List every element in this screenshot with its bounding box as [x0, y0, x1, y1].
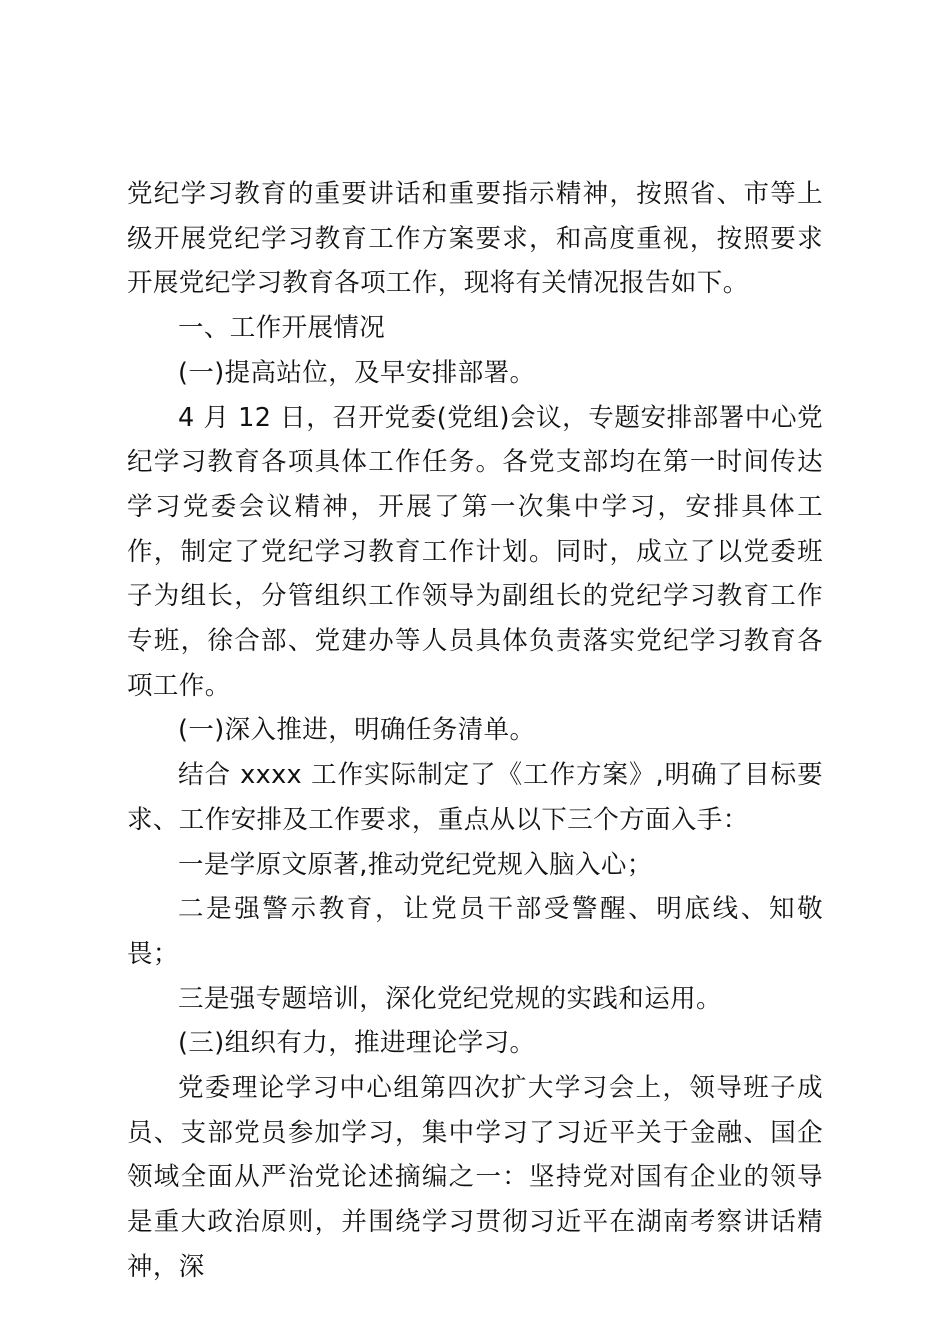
section-heading-work-progress: 一、工作开展情况 [178, 313, 386, 344]
paragraph-study-session: 党委理论学习中心组第四次扩大学习会上，领导班子成员、支部党员参加学习，集中学习了习近平关于金融、国企领域全面从严治党论述摘编之一：坚持党对国有企业的领导是重大政治原则，并围绕学习贯彻习近平在湖南考察讲话精神，深 [127, 1073, 823, 1282]
subheading-task-list: (一)深入推进，明确任务清单。 [178, 715, 536, 746]
list-item-study-originals: 一是学原文原著,推动党纪党规入脑入心； [178, 849, 653, 880]
subheading-theory-study: (三)组织有力，推进理论学习。 [178, 1028, 536, 1059]
list-item-special-training: 三是强专题培训，深化党纪党规的实践和运用。 [178, 983, 722, 1014]
subheading-raise-position: (一)提高站位，及早安排部署。 [178, 357, 536, 388]
document-body [127, 172, 823, 1290]
paragraph-work-plan: 结合 xxxx 工作实际制定了《工作方案》,明确了目标要求、工作安排及工作要求，重点从以下三个方面入手： [127, 760, 823, 835]
paragraph-april-meeting: 4 月 12 日，召开党委(党组)会议，专题安排部署中心党纪学习教育各项具体工作任务。各党支部均在第一时间传达学习党委会议精神，开展了第一次集中学习，安排具体工作，制定了党纪学习教育工作计划。同时，成立了以党委班子为组长，分管组织工作领导为副组长的党纪学习教育工作专班，徐合部、党建办等人员具体负责落实党纪学习教育各项工作。 [127, 402, 823, 701]
list-item-warning-education: 二是强警示教育，让党员干部受警醒、明底线、知敬畏； [127, 894, 823, 969]
paragraph-intro: 党纪学习教育的重要讲话和重要指示精神，按照省、市等上级开展党纪学习教育工作方案要求，和高度重视，按照要求开展党纪学习教育各项工作，现将有关情况报告如下。 [127, 179, 823, 299]
